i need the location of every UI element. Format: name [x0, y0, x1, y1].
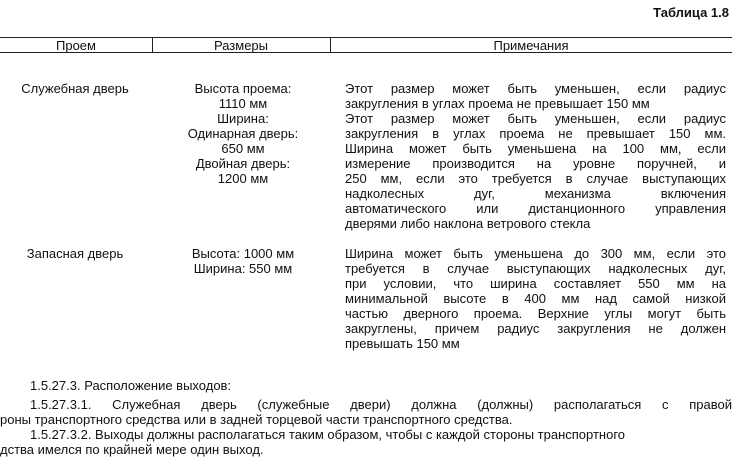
- note-line: дверями либо наклона ветрового стекла: [345, 216, 591, 231]
- column-header-notes: Примечания: [493, 38, 569, 53]
- note-line: Этот размер может быть уменьшен, если радиус: [345, 111, 726, 126]
- paragraph: 1.5.27.3.1. Служебная дверь (служебные двери) должна (должны) располагаться с правой: [30, 397, 732, 412]
- column-header-opening: Проем: [56, 38, 96, 53]
- row2-sizes: [163, 246, 323, 276]
- row1-opening: Служебная дверь: [21, 81, 129, 96]
- note-line: Ширина может быть уменьшена на 100 мм, если: [345, 141, 726, 156]
- note-line: частью дверного проема. Верхние углы могут быть: [345, 306, 726, 321]
- size-line: 1200 мм: [217, 171, 269, 186]
- row2-opening: Запасная дверь: [26, 246, 124, 261]
- note-line: надколесных дуг, механизма включения: [345, 186, 726, 201]
- note-line: 250 мм, если это требуется в случае выступающих: [345, 171, 726, 186]
- note-line: закругления в углах проема не превышает 150 мм: [345, 96, 650, 111]
- note-line: Ширина может быть уменьшена до 300 мм, если это: [345, 246, 726, 261]
- size-line: Ширина: 550 мм: [193, 261, 293, 276]
- note-line: Этот размер может быть уменьшен, если радиус: [345, 81, 726, 96]
- note-line: закругления в углах проема не превышает 150 мм.: [345, 126, 726, 141]
- table-caption: Таблица 1.8: [653, 5, 729, 20]
- note-line: измерение производится на уровне поручней, и: [345, 156, 726, 171]
- row1-notes: [345, 81, 726, 231]
- body-text: [0, 378, 732, 457]
- paragraph: дства имелся по крайней мере один выход.: [0, 442, 264, 457]
- size-line: Ширина:: [217, 111, 269, 126]
- size-line: Высота проема:: [194, 81, 292, 96]
- size-line: Двойная дверь:: [195, 156, 291, 171]
- column-header-sizes: Размеры: [213, 38, 269, 53]
- size-line: Одинарная дверь:: [187, 126, 299, 141]
- size-line: 1110 мм: [218, 96, 268, 111]
- note-line: минимальной высоте в 400 мм над самой низкой: [345, 291, 726, 306]
- row2-notes: [345, 246, 726, 351]
- note-line: превышать 150 мм: [345, 336, 460, 351]
- paragraph: роны транспортного средства или в задней торцевой части транспортного средства.: [0, 412, 513, 427]
- table-header: [0, 37, 732, 53]
- note-line: закруглены, причем радиус закругления не должен: [345, 321, 726, 336]
- size-line: Высота: 1000 мм: [191, 246, 295, 261]
- row1-sizes: [163, 81, 323, 186]
- note-line: требуется в случае выступающих надколесных дуг,: [345, 261, 726, 276]
- size-line: 650 мм: [221, 141, 265, 156]
- note-line: автоматического или дистанционного управления: [345, 201, 726, 216]
- paragraph: 1.5.27.3.2. Выходы должны располагаться таким образом, чтобы с каждой стороны транспортного: [30, 427, 626, 442]
- note-line: при условии, что ширина составляет 550 мм на: [345, 276, 726, 291]
- paragraph-heading: 1.5.27.3. Расположение выходов:: [30, 378, 232, 393]
